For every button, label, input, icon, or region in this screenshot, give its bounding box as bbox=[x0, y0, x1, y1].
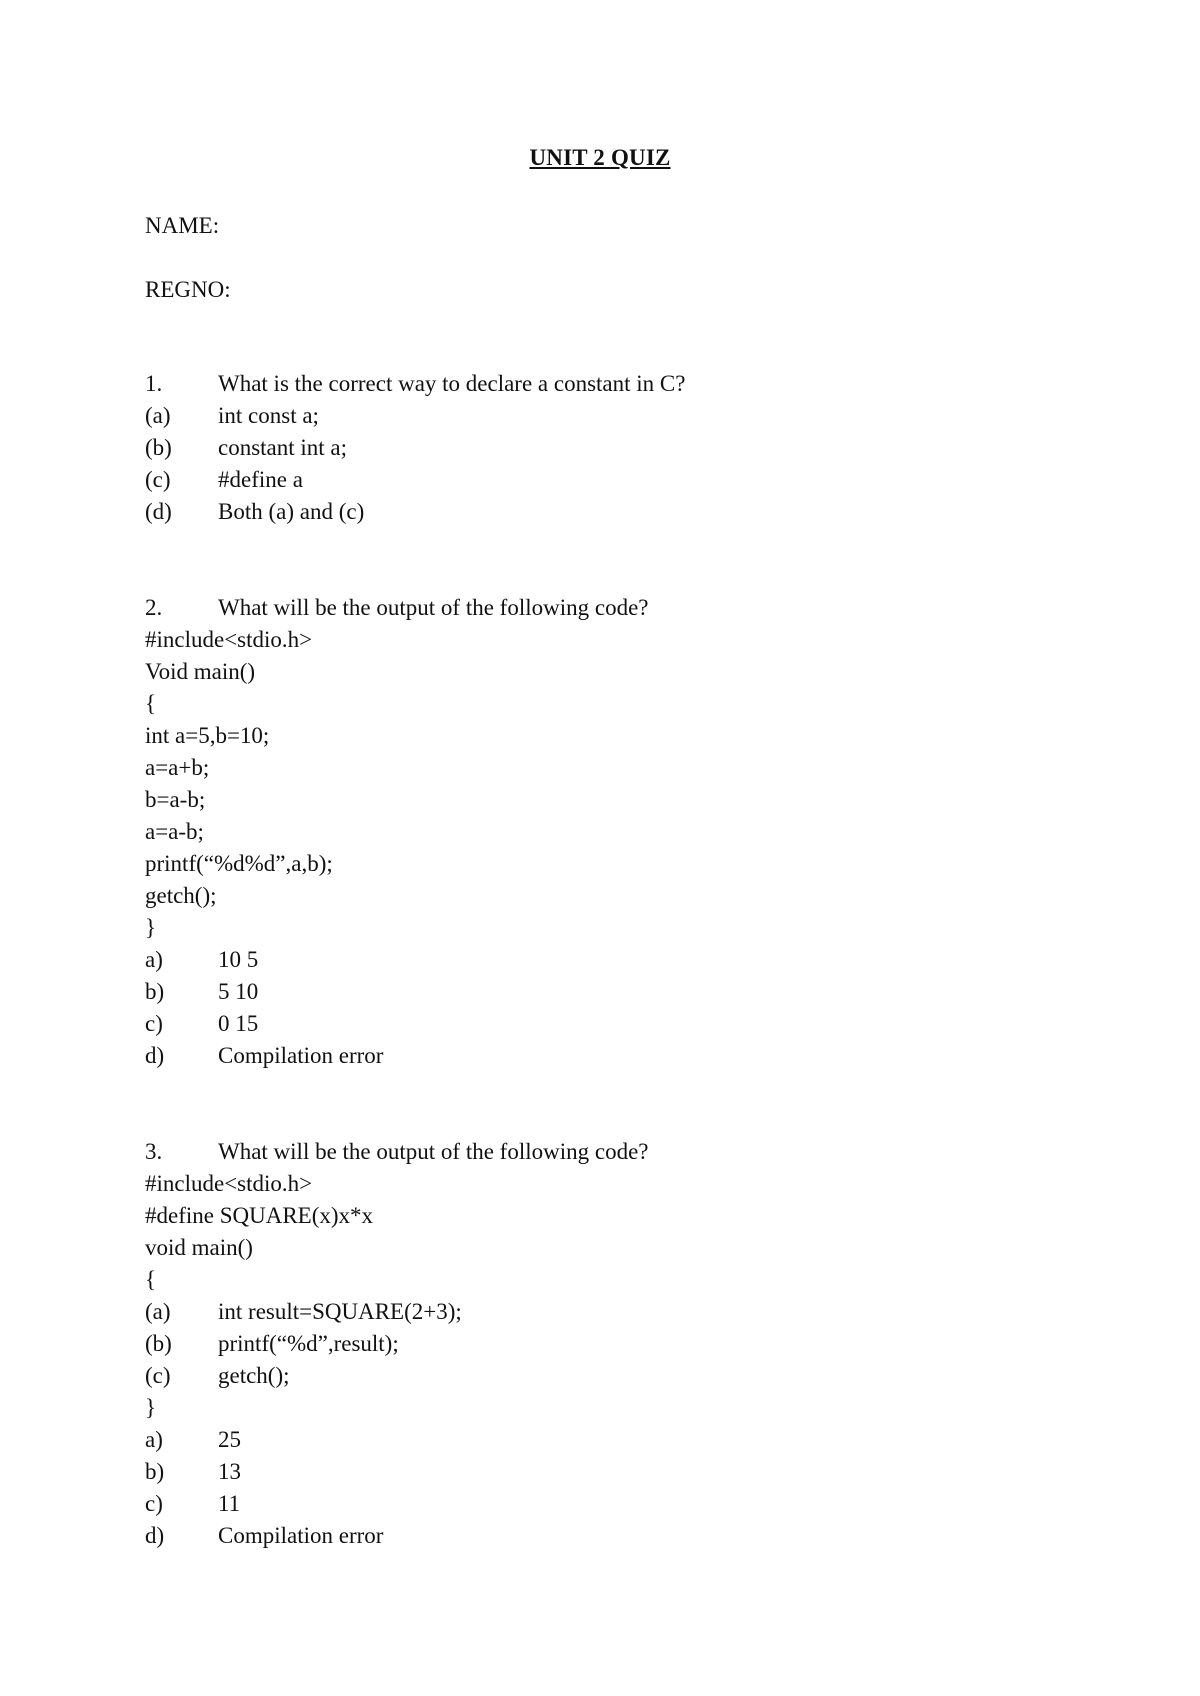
option-line bbox=[145, 496, 365, 528]
option-line bbox=[145, 976, 259, 1008]
option-label: d) bbox=[145, 1043, 165, 1068]
option-label: c) bbox=[145, 1491, 163, 1516]
option-text: int const a; bbox=[218, 403, 319, 428]
code-line: #include<stdio.h> bbox=[145, 627, 313, 652]
code-line-text: printf(“%d”,result); bbox=[218, 1331, 399, 1356]
question-number: 1. bbox=[145, 371, 163, 396]
regno-field-label: REGNO: bbox=[145, 277, 231, 302]
code-line: } bbox=[145, 915, 157, 940]
question-1 bbox=[145, 368, 686, 400]
code-line: getch(); bbox=[145, 883, 217, 908]
option-label: c) bbox=[145, 1011, 163, 1036]
question-text: What will be the output of the following code? bbox=[218, 1139, 649, 1164]
option-label: (b) bbox=[145, 435, 172, 460]
option-text: constant int a; bbox=[218, 435, 348, 460]
option-label: (c) bbox=[145, 467, 171, 492]
option-text: 25 bbox=[218, 1427, 241, 1452]
code-line-label: (c) bbox=[145, 1363, 171, 1388]
option-label: (a) bbox=[145, 403, 171, 428]
option-label: d) bbox=[145, 1523, 165, 1548]
option-label: b) bbox=[145, 1459, 165, 1484]
option-line bbox=[145, 432, 348, 464]
option-label: a) bbox=[145, 947, 163, 972]
question-text: What is the correct way to declare a constant in C? bbox=[218, 371, 686, 396]
option-line bbox=[145, 1456, 241, 1488]
option-text: 0 15 bbox=[218, 1011, 259, 1036]
code-line: #include<stdio.h> bbox=[145, 1171, 313, 1196]
option-label: (d) bbox=[145, 499, 172, 524]
option-text: Compilation error bbox=[218, 1523, 384, 1548]
code-line bbox=[145, 1328, 399, 1360]
code-line: void main() bbox=[145, 1235, 253, 1260]
code-line-label: (a) bbox=[145, 1299, 171, 1324]
code-line bbox=[145, 1296, 462, 1328]
option-text: 13 bbox=[218, 1459, 241, 1484]
question-2 bbox=[145, 592, 649, 624]
option-text: Compilation error bbox=[218, 1043, 384, 1068]
code-line: { bbox=[145, 1267, 157, 1292]
code-line: printf(“%d%d”,a,b); bbox=[145, 851, 333, 876]
option-label: b) bbox=[145, 979, 165, 1004]
option-line bbox=[145, 1040, 384, 1072]
page-title: UNIT 2 QUIZ bbox=[529, 145, 671, 170]
option-line bbox=[145, 1008, 259, 1040]
option-line bbox=[145, 464, 303, 496]
question-3 bbox=[145, 1136, 649, 1168]
option-line bbox=[145, 1520, 384, 1552]
code-line-label: (b) bbox=[145, 1331, 172, 1356]
option-text: 11 bbox=[218, 1491, 241, 1516]
code-line: { bbox=[145, 691, 157, 716]
name-field-label: NAME: bbox=[145, 213, 220, 238]
option-label: a) bbox=[145, 1427, 163, 1452]
question-text: What will be the output of the following code? bbox=[218, 595, 649, 620]
code-line: a=a-b; bbox=[145, 819, 204, 844]
code-line-text: getch(); bbox=[218, 1363, 290, 1388]
option-line bbox=[145, 1424, 241, 1456]
option-text: 10 5 bbox=[218, 947, 259, 972]
code-line: a=a+b; bbox=[145, 755, 210, 780]
code-line: b=a-b; bbox=[145, 787, 206, 812]
code-line-text: int result=SQUARE(2+3); bbox=[218, 1299, 462, 1324]
code-line: Void main() bbox=[145, 659, 256, 684]
code-line: } bbox=[145, 1395, 157, 1420]
code-line: int a=5,b=10; bbox=[145, 723, 270, 748]
question-number: 2. bbox=[145, 595, 163, 620]
option-line bbox=[145, 944, 259, 976]
option-line bbox=[145, 1488, 241, 1520]
code-line: #define SQUARE(x)x*x bbox=[145, 1203, 374, 1228]
option-text: #define a bbox=[218, 467, 303, 492]
code-line bbox=[145, 1360, 290, 1392]
option-text: Both (a) and (c) bbox=[218, 499, 365, 524]
option-line bbox=[145, 400, 319, 432]
question-number: 3. bbox=[145, 1139, 163, 1164]
option-text: 5 10 bbox=[218, 979, 259, 1004]
